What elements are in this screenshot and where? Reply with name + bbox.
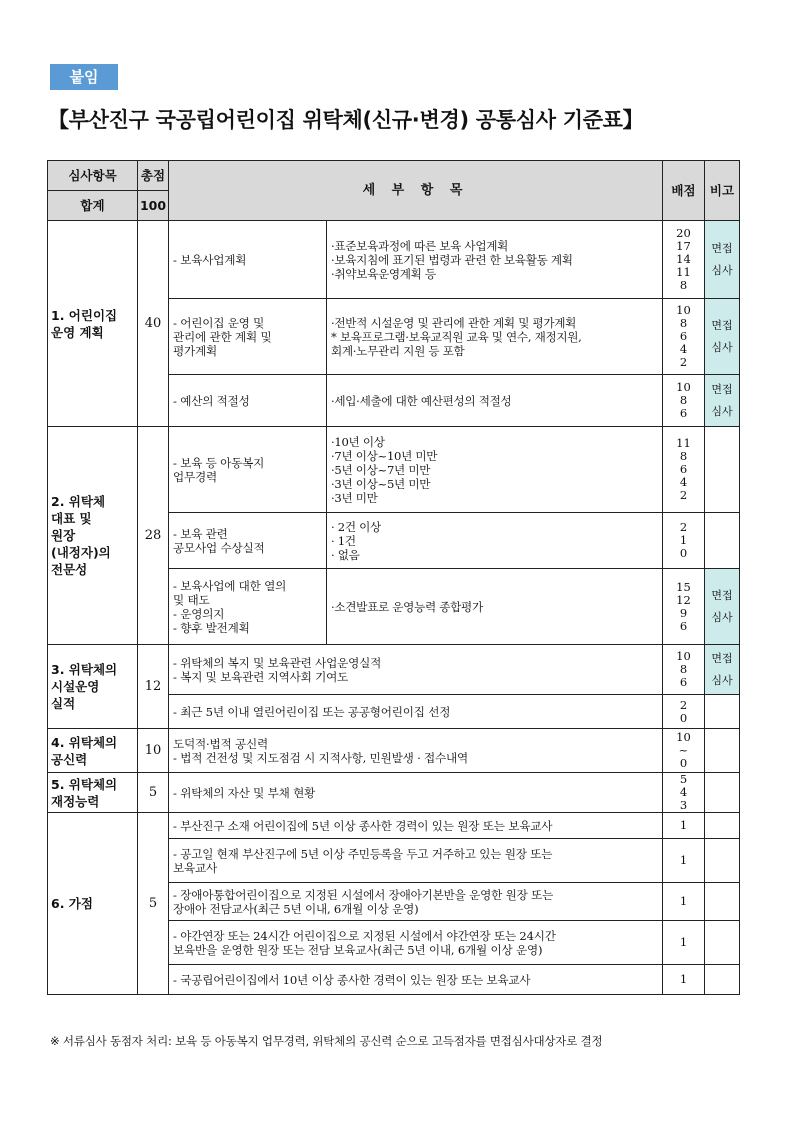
item-line: - 복지 및 보육관련 지역사회 기여도 [173, 669, 349, 684]
points-value: 17 [676, 239, 691, 253]
item-line: 보육교사 [173, 860, 217, 875]
points-value: 1 [679, 818, 688, 832]
category-label: 운영 계획 [51, 324, 104, 340]
detail-line: ·표준보육과정에 따른 보육 사업계획 [331, 238, 509, 253]
page-title: 【부산진구 국공립어린이집 위탁체(신규·변경) 공통심사 기준표】 [48, 108, 644, 132]
item-cell [169, 645, 663, 695]
points-value: 9 [679, 605, 688, 620]
item-cell [169, 299, 327, 375]
category-label: 1. 어린이집 [51, 307, 118, 323]
header-sum-label: 합계 [48, 191, 138, 221]
points-cell [663, 695, 705, 729]
item-line: - 보육사업계획 [173, 252, 247, 267]
detail-line: ·전반적 시설운영 및 관리에 관한 계획 및 평가계획 [331, 315, 577, 330]
detail-line: * 보육프로그램·보육교직원 교육 및 연수, 재정지원, [331, 329, 582, 344]
points-cell [663, 883, 705, 921]
table-row [48, 221, 740, 299]
attachment-badge: 붙임 [50, 64, 118, 90]
points-value: 6 [679, 675, 688, 689]
points-value: 2 [679, 488, 688, 502]
category-label: 4. 위탁체의 [51, 734, 118, 750]
remark-cell [705, 299, 740, 375]
remark-label: 면접 [711, 241, 733, 255]
item-cell [169, 375, 327, 427]
remark-cell [705, 427, 740, 513]
points-value: 1 [679, 894, 688, 908]
detail-cell [327, 427, 663, 513]
item-line: 업무경력 [173, 469, 217, 484]
points-value: 6 [679, 406, 688, 420]
item-cell [169, 965, 663, 995]
points-value: 1 [679, 533, 688, 547]
item-cell [169, 427, 327, 513]
item-cell [169, 813, 663, 839]
detail-line: ·10년 이상 [331, 434, 385, 449]
item-cell [169, 569, 327, 645]
item-cell [169, 839, 663, 883]
points-cell [663, 729, 705, 773]
points-value: 5 [679, 772, 688, 786]
item-line: - 위탁체의 자산 및 부채 현황 [173, 785, 316, 800]
points-value: 10 [676, 649, 691, 663]
remark-cell [705, 513, 740, 569]
item-line: 도덕적·법적 공신력 [173, 736, 268, 751]
category-label: 재정능력 [51, 793, 100, 809]
points-value: 2 [679, 520, 688, 534]
section-total: 5 [138, 773, 169, 813]
category-label: 원장 [51, 528, 76, 543]
item-line: - 운영의지 [173, 606, 225, 621]
remark-cell [705, 729, 740, 773]
remark-label: 심사 [711, 610, 733, 624]
points-value: 10 [676, 303, 691, 317]
points-value: 3 [679, 798, 688, 812]
detail-line: ·3년 미만 [331, 490, 378, 505]
table-row [48, 427, 740, 513]
points-value: ~ [678, 743, 689, 757]
remark-cell [705, 839, 740, 883]
detail-cell [327, 221, 663, 299]
item-line: 장애아 전담교사(최근 5년 이내, 6개월 이상 운영) [173, 901, 419, 916]
section-total: 5 [138, 813, 169, 995]
header-total: 총점 [138, 161, 169, 191]
category-label: 공신력 [51, 751, 88, 767]
detail-line: ·3년 이상~5년 미만 [331, 476, 431, 491]
category-cell [48, 221, 138, 427]
points-value: 2 [679, 697, 688, 712]
remark-label: 면접 [711, 318, 733, 332]
item-cell [169, 729, 663, 773]
points-cell [663, 645, 705, 695]
item-line: - 예산의 적절성 [173, 393, 250, 408]
points-cell [663, 427, 705, 513]
points-value: 20 [676, 226, 691, 240]
points-value: 14 [676, 252, 691, 266]
item-cell [169, 513, 327, 569]
points-cell [663, 839, 705, 883]
points-value: 8 [679, 449, 688, 463]
detail-line: ·소견발표로 운영능력 종합평가 [331, 599, 483, 614]
remark-cell [705, 883, 740, 921]
table-row [48, 645, 740, 695]
category-label: 6. 가점 [51, 896, 93, 911]
detail-line: · 없음 [331, 547, 360, 562]
item-line: 보육반을 운영한 원장 또는 전담 보육교사(최근 5년 이내, 6개월 이상 운영) [173, 942, 543, 957]
header-remark: 비고 [705, 161, 740, 221]
points-cell [663, 813, 705, 839]
remark-label: 심사 [711, 340, 733, 354]
item-line: 공모사업 수상실적 [173, 540, 265, 555]
points-value: 1 [679, 935, 688, 949]
header-sum-value: 100 [138, 191, 169, 221]
remark-cell [705, 773, 740, 813]
footnote: ※ 서류심사 동점자 처리: 보육 등 아동복지 업무경력, 위탁체의 공신력 순으로 고득점자를 면접심사대상자로 결정 [50, 1034, 603, 1048]
item-line: 관리에 관한 계획 및 [173, 329, 272, 344]
item-line: - 보육 등 아동복지 [173, 455, 265, 470]
points-value: 15 [676, 579, 691, 594]
points-value: 12 [676, 592, 691, 607]
detail-line: ·보육지침에 표기된 법령과 관련 한 보육활동 계획 [331, 252, 573, 267]
detail-cell [327, 299, 663, 375]
points-value: 2 [679, 355, 688, 369]
item-cell [169, 921, 663, 965]
item-line: - 법적 건전성 및 지도점검 시 지적사항, 민원발생 · 접수내역 [173, 750, 469, 765]
points-value: 6 [679, 329, 688, 343]
detail-line: 회계·노무관리 지원 등 포함 [331, 343, 465, 358]
points-value: 10 [676, 380, 691, 394]
points-cell [663, 773, 705, 813]
item-line: - 장애아통합어린이집으로 지정된 시설에서 장애아기본반을 운영한 원장 또는 [173, 887, 554, 902]
section-total: 10 [138, 729, 169, 773]
category-cell [48, 813, 138, 995]
points-value: 1 [679, 972, 688, 986]
points-value: 4 [679, 785, 688, 799]
item-cell [169, 883, 663, 921]
item-cell [169, 695, 663, 729]
points-value: 1 [679, 853, 688, 867]
points-value: 10 [676, 730, 691, 744]
item-cell [169, 773, 663, 813]
detail-line: · 1건 [331, 533, 356, 548]
points-cell [663, 221, 705, 299]
remark-cell [705, 375, 740, 427]
remark-cell [705, 645, 740, 695]
category-cell [48, 773, 138, 813]
section-total: 28 [138, 427, 169, 645]
category-label: 시설운영 [51, 679, 100, 694]
remark-cell [705, 965, 740, 995]
category-label: 3. 위탁체의 [51, 662, 118, 677]
item-line: - 위탁체의 복지 및 보육관련 사업운영실적 [173, 655, 382, 670]
header-category: 심사항목 [48, 161, 138, 191]
remark-cell [705, 695, 740, 729]
points-cell [663, 375, 705, 427]
remark-cell [705, 813, 740, 839]
points-cell [663, 513, 705, 569]
remark-cell [705, 221, 740, 299]
detail-cell [327, 569, 663, 645]
remark-label: 심사 [711, 673, 733, 687]
remark-label: 심사 [711, 404, 733, 418]
points-value: 4 [679, 342, 688, 356]
category-label: 대표 및 [51, 511, 92, 526]
detail-cell [327, 513, 663, 569]
item-cell [169, 221, 327, 299]
detail-line: · 2건 이상 [331, 519, 381, 534]
section-total: 40 [138, 221, 169, 427]
points-value: 0 [679, 546, 688, 560]
header-points: 배점 [663, 161, 705, 221]
item-line: - 향후 발전계획 [173, 620, 250, 635]
item-line: - 부산진구 소재 어린이집에 5년 이상 종사한 경력이 있는 원장 또는 보육교사 [173, 818, 553, 833]
item-line: - 국공립어린이집에서 10년 이상 종사한 경력이 있는 원장 또는 보육교사 [173, 972, 531, 987]
points-value: 6 [679, 618, 688, 633]
category-cell [48, 729, 138, 773]
points-value: 11 [676, 265, 691, 279]
points-cell [663, 921, 705, 965]
category-label: 전문성 [51, 562, 88, 577]
points-value: 8 [679, 662, 688, 676]
points-value: 6 [679, 462, 688, 476]
item-line: - 야간연장 또는 24시간 어린이집으로 지정된 시설에서 야간연장 또는 24시간 [173, 928, 556, 943]
detail-cell [327, 375, 663, 427]
remark-cell [705, 921, 740, 965]
detail-line: ·취약보육운영계획 등 [331, 266, 436, 281]
category-label: 실적 [51, 696, 76, 711]
item-line: - 어린이집 운영 및 [173, 315, 265, 330]
remark-label: 면접 [711, 651, 733, 665]
table-row [48, 729, 740, 773]
points-cell [663, 299, 705, 375]
points-cell [663, 569, 705, 645]
table-row [48, 813, 740, 839]
item-line: - 보육사업에 대한 열의 [173, 578, 287, 593]
detail-line: ·세입·세출에 대한 예산편성의 적절성 [331, 393, 512, 408]
item-line: 평가계획 [173, 343, 217, 358]
item-line: - 최근 5년 이내 열린어린이집 또는 공공형어린이집 선정 [173, 704, 451, 719]
remark-cell [705, 569, 740, 645]
criteria-table [47, 160, 740, 995]
remark-label: 심사 [711, 263, 733, 277]
category-label: 5. 위탁체의 [51, 776, 118, 792]
points-value: 11 [676, 436, 691, 450]
category-label: 2. 위탁체 [51, 494, 106, 509]
item-line: - 공고일 현재 부산진구에 5년 이상 주민등록을 두고 거주하고 있는 원장 또는 [173, 846, 553, 861]
points-value: 0 [679, 756, 688, 770]
item-line: - 보육 관련 [173, 526, 228, 541]
header-detail: 세 부 항 목 [169, 161, 663, 221]
category-cell [48, 645, 138, 729]
table-row [48, 773, 740, 813]
points-cell [663, 965, 705, 995]
points-value: 4 [679, 475, 688, 489]
points-value: 0 [679, 710, 688, 725]
category-cell [48, 427, 138, 645]
section-total: 12 [138, 645, 169, 729]
item-line: 및 태도 [173, 592, 210, 607]
points-value: 8 [679, 316, 688, 330]
remark-label: 면접 [711, 588, 733, 602]
category-label: (내정자)의 [51, 545, 111, 560]
remark-label: 면접 [711, 382, 733, 396]
detail-line: ·5년 이상~7년 미만 [331, 462, 431, 477]
points-value: 8 [679, 393, 688, 407]
points-value: 8 [679, 278, 688, 292]
detail-line: ·7년 이상~10년 미만 [331, 448, 438, 463]
